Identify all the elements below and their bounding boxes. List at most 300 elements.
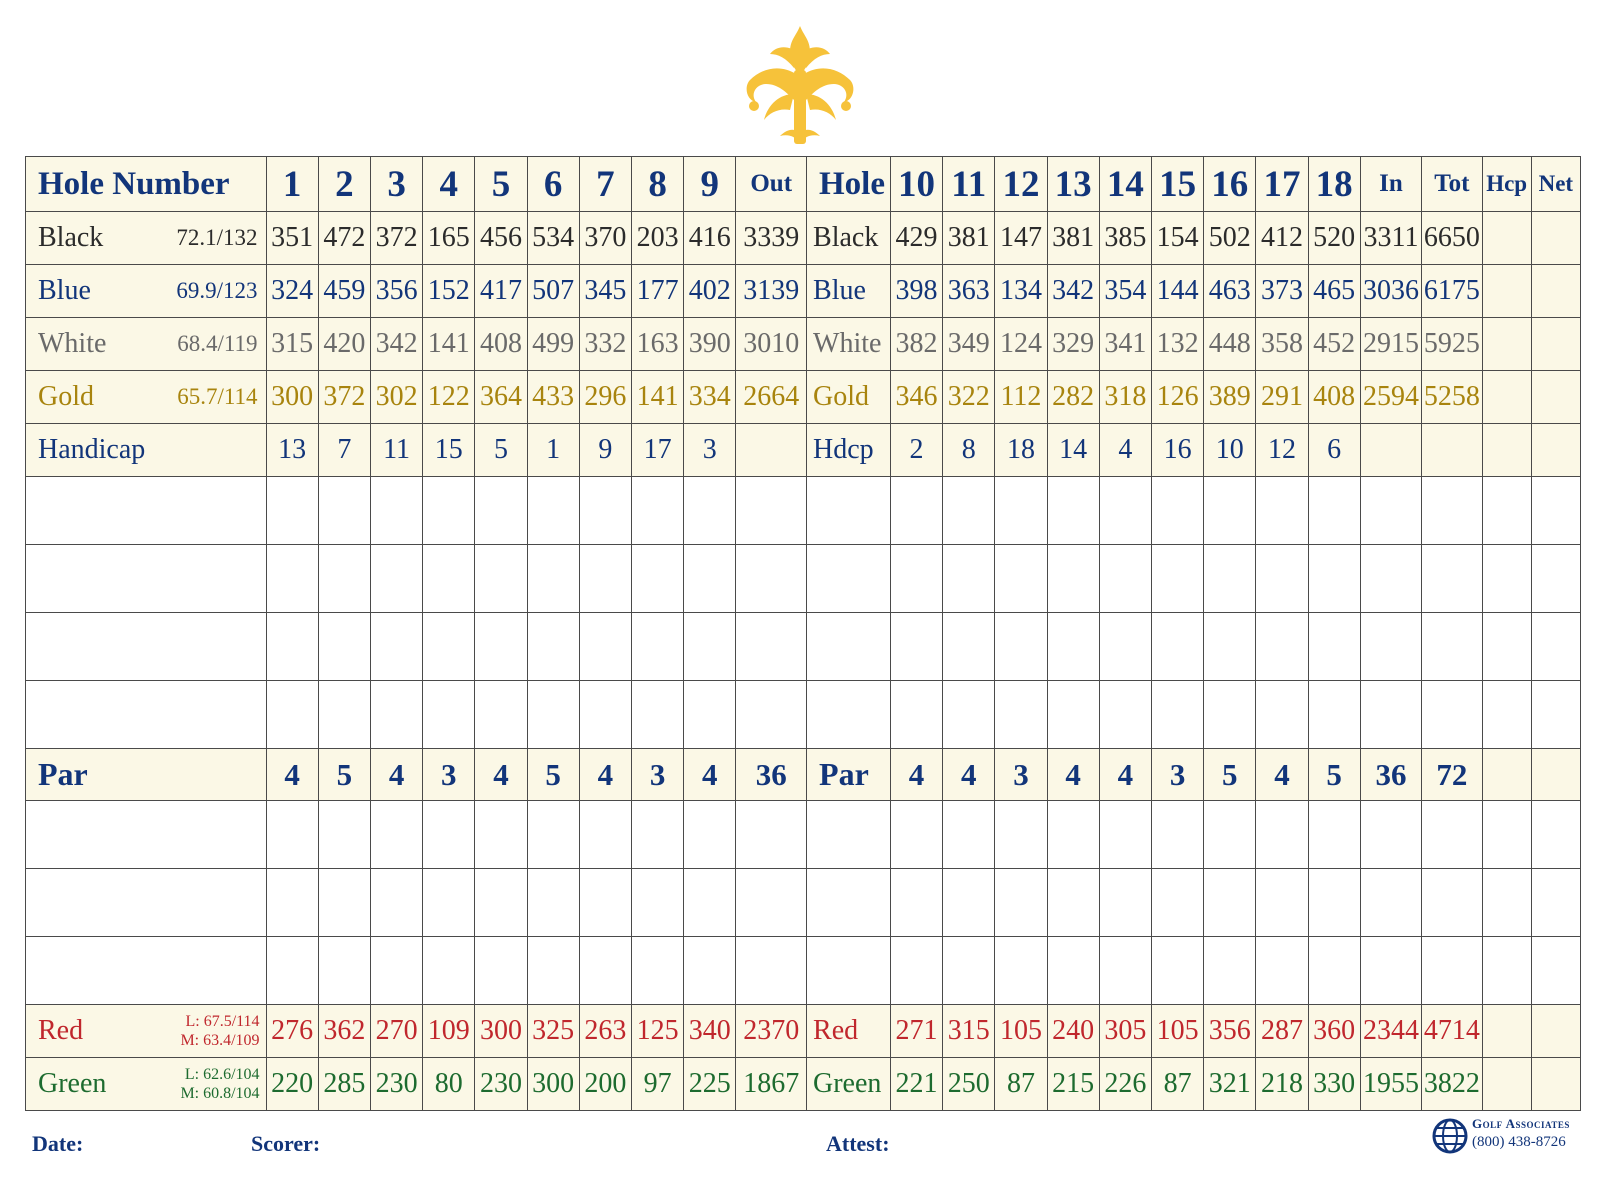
net-cell[interactable] [1531,1058,1580,1111]
score-cell[interactable] [631,937,683,1005]
in-score-cell[interactable] [1360,545,1421,613]
tee-row-gold [26,371,1581,424]
score-cell[interactable] [1204,613,1256,681]
yardage-cell: 354 [1099,265,1151,318]
score-cell[interactable] [318,869,370,937]
par-cell: 3 [1151,749,1203,801]
score-cell[interactable] [423,477,475,545]
hole-number-cell: 9 [684,157,736,212]
yardage-cell: 356 [370,265,422,318]
player-name-cell-back[interactable] [807,801,891,869]
out-total-cell: 2370 [736,1005,807,1058]
hcp-cell[interactable] [1482,545,1531,613]
score-cell[interactable] [1151,937,1203,1005]
in-total-cell: 1955 [1360,1058,1421,1111]
brand-phone: (800) 438-8726 [1472,1134,1566,1150]
tee-name-cell [26,265,267,318]
score-cell[interactable] [890,613,942,681]
score-cell[interactable] [423,613,475,681]
score-cell[interactable] [1204,681,1256,749]
date-label: Date: [32,1131,84,1156]
handicap-cell: 1 [527,424,579,477]
handicap-cell: 15 [423,424,475,477]
yardage-cell: 271 [890,1005,942,1058]
score-cell[interactable] [631,801,683,869]
score-cell[interactable] [266,937,318,1005]
score-cell[interactable] [943,937,995,1005]
player-name-cell-back[interactable] [807,613,891,681]
score-cell[interactable] [1256,681,1308,749]
handicap-cell: 12 [1256,424,1308,477]
yardage-cell: 215 [1047,1058,1099,1111]
tot-score-cell[interactable] [1422,937,1482,1005]
handicap-row [26,424,1581,477]
player-name-cell[interactable] [26,869,267,937]
hcp-cell[interactable] [1482,613,1531,681]
tot-cell: 6650 [1422,212,1482,265]
hole-number-cell: 13 [1047,157,1099,212]
score-cell[interactable] [475,801,527,869]
player-score-row [26,869,1581,937]
score-cell[interactable] [1256,801,1308,869]
player-name-cell-back[interactable] [807,681,891,749]
net-cell[interactable] [1531,613,1580,681]
score-cell[interactable] [995,801,1047,869]
net-label: Net [1531,157,1580,212]
player-score-row [26,477,1581,545]
tot-cell: 5925 [1422,318,1482,371]
tot-score-cell[interactable] [1422,801,1482,869]
hole-number-cell: 8 [631,157,683,212]
score-cell[interactable] [370,477,422,545]
tee-name: Green [38,1068,107,1099]
yardage-cell: 230 [475,1058,527,1111]
par-cell: 4 [370,749,422,801]
score-cell[interactable] [266,545,318,613]
tot-score-cell[interactable] [1422,681,1482,749]
score-cell[interactable] [1204,801,1256,869]
score-cell[interactable] [1099,937,1151,1005]
score-cell[interactable] [266,801,318,869]
score-cell[interactable] [1047,801,1099,869]
yardage-cell: 287 [1256,1005,1308,1058]
score-cell[interactable] [1256,613,1308,681]
handicap-cell: 3 [684,424,736,477]
yardage-cell: 433 [527,371,579,424]
score-cell[interactable] [423,937,475,1005]
yardage-cell: 147 [995,212,1047,265]
par-in-cell: 36 [1360,749,1421,801]
yardage-cell: 358 [1256,318,1308,371]
score-cell[interactable] [943,477,995,545]
player-name-cell-back[interactable] [807,937,891,1005]
tee-rating: 69.9/123 [176,278,258,303]
hcp-cell[interactable] [1482,318,1531,371]
header-row [26,157,1581,212]
player-score-row [26,545,1581,613]
hole-number-cell: 3 [370,157,422,212]
score-cell[interactable] [527,869,579,937]
out-score-cell[interactable] [736,545,807,613]
score-cell[interactable] [1151,681,1203,749]
yardage-cell: 356 [1204,1005,1256,1058]
net-cell[interactable] [1531,937,1580,1005]
score-cell[interactable] [1099,545,1151,613]
yardage-cell: 373 [1256,265,1308,318]
handicap-cell: 7 [318,424,370,477]
player-name-cell[interactable] [26,937,267,1005]
hole-number-cell: 11 [943,157,995,212]
yardage-cell: 363 [943,265,995,318]
yardage-cell: 305 [1099,1005,1151,1058]
net-cell[interactable] [1531,371,1580,424]
score-cell[interactable] [943,613,995,681]
out-score-cell[interactable] [736,477,807,545]
score-cell[interactable] [1099,613,1151,681]
empty-cell [1531,424,1580,477]
handicap-cell: 9 [579,424,631,477]
tee-rating: 72.1/132 [176,225,258,250]
score-cell[interactable] [1308,869,1360,937]
in-score-cell[interactable] [1360,801,1421,869]
score-cell[interactable] [1308,681,1360,749]
score-cell[interactable] [1204,545,1256,613]
score-cell[interactable] [684,681,736,749]
score-cell[interactable] [943,545,995,613]
tot-cell: 6175 [1422,265,1482,318]
tot-score-cell[interactable] [1422,613,1482,681]
score-cell[interactable] [370,801,422,869]
score-cell[interactable] [631,545,683,613]
hcp-cell[interactable] [1482,869,1531,937]
score-cell[interactable] [1256,477,1308,545]
score-cell[interactable] [1151,613,1203,681]
score-cell[interactable] [1047,869,1099,937]
score-cell[interactable] [1204,937,1256,1005]
score-cell[interactable] [890,937,942,1005]
score-cell[interactable] [1151,801,1203,869]
score-cell[interactable] [579,477,631,545]
score-cell[interactable] [684,545,736,613]
score-cell[interactable] [318,801,370,869]
score-cell[interactable] [890,477,942,545]
tot-score-cell[interactable] [1422,545,1482,613]
score-cell[interactable] [890,869,942,937]
score-cell[interactable] [423,869,475,937]
yardage-cell: 97 [631,1058,683,1111]
yardage-cell: 165 [423,212,475,265]
score-cell[interactable] [266,613,318,681]
score-cell[interactable] [579,801,631,869]
score-cell[interactable] [1204,477,1256,545]
yardage-cell: 87 [1151,1058,1203,1111]
yardage-cell: 362 [318,1005,370,1058]
yardage-cell: 276 [266,1005,318,1058]
score-cell[interactable] [475,869,527,937]
score-cell[interactable] [579,681,631,749]
score-cell[interactable] [943,681,995,749]
in-score-cell[interactable] [1360,613,1421,681]
score-cell[interactable] [475,477,527,545]
hole-number-cell: 16 [1204,157,1256,212]
yardage-cell: 332 [579,318,631,371]
score-cell[interactable] [475,545,527,613]
yardage-cell: 218 [1256,1058,1308,1111]
score-cell[interactable] [1256,545,1308,613]
tee-ratings [180,1012,259,1050]
score-cell[interactable] [684,801,736,869]
net-cell[interactable] [1531,265,1580,318]
score-cell[interactable] [527,477,579,545]
hcp-cell[interactable] [1482,477,1531,545]
handicap-cell: 13 [266,424,318,477]
score-cell[interactable] [890,681,942,749]
score-cell[interactable] [1256,869,1308,937]
score-cell[interactable] [579,869,631,937]
player-name-cell[interactable] [26,801,267,869]
score-cell[interactable] [423,801,475,869]
score-cell[interactable] [1308,613,1360,681]
net-cell[interactable] [1531,318,1580,371]
score-cell[interactable] [318,681,370,749]
hole-number-cell: 6 [527,157,579,212]
score-cell[interactable] [1099,477,1151,545]
tee-name-cell [26,1005,267,1058]
in-score-cell[interactable] [1360,477,1421,545]
yardage-cell: 225 [684,1058,736,1111]
scorer-label: Scorer: [251,1131,321,1156]
yardage-cell: 105 [995,1005,1047,1058]
tot-score-cell[interactable] [1422,477,1482,545]
net-cell[interactable] [1531,477,1580,545]
yardage-cell: 342 [1047,265,1099,318]
score-cell[interactable] [475,937,527,1005]
player-name-cell[interactable] [26,613,267,681]
par-cell: 4 [266,749,318,801]
net-cell[interactable] [1531,681,1580,749]
score-cell[interactable] [370,613,422,681]
score-cell[interactable] [1308,477,1360,545]
score-cell[interactable] [1099,801,1151,869]
score-cell[interactable] [995,477,1047,545]
yardage-cell: 389 [1204,371,1256,424]
yardage-cell: 381 [1047,212,1099,265]
score-cell[interactable] [890,545,942,613]
score-cell[interactable] [266,869,318,937]
yardage-cell: 132 [1151,318,1203,371]
player-name-cell[interactable] [26,545,267,613]
par-cell: 5 [1308,749,1360,801]
yardage-cell: 364 [475,371,527,424]
player-name-cell-back[interactable] [807,545,891,613]
yardage-cell: 300 [266,371,318,424]
handicap-cell: 8 [943,424,995,477]
tee-rating: 68.4/119 [177,331,258,356]
hcp-cell[interactable] [1482,801,1531,869]
score-cell[interactable] [1047,477,1099,545]
empty-cell [1360,424,1421,477]
player-name-cell[interactable] [26,681,267,749]
hole-number-cell: 12 [995,157,1047,212]
tee-rating-ladies: L: 67.5/114 [185,1013,260,1030]
score-cell[interactable] [423,545,475,613]
net-cell[interactable] [1531,1005,1580,1058]
score-cell[interactable] [631,869,683,937]
score-cell[interactable] [475,681,527,749]
score-cell[interactable] [370,681,422,749]
score-cell[interactable] [943,801,995,869]
score-cell[interactable] [943,869,995,937]
score-cell[interactable] [527,937,579,1005]
hcp-cell[interactable] [1482,265,1531,318]
score-cell[interactable] [318,613,370,681]
tee-row-green [26,1058,1581,1111]
hcp-cell[interactable] [1482,371,1531,424]
yardage-cell: 263 [579,1005,631,1058]
score-cell[interactable] [1151,477,1203,545]
handicap-cell: 18 [995,424,1047,477]
hcp-cell[interactable] [1482,1058,1531,1111]
score-cell[interactable] [995,545,1047,613]
yardage-cell: 125 [631,1005,683,1058]
yardage-cell: 381 [943,212,995,265]
score-cell[interactable] [995,613,1047,681]
score-cell[interactable] [631,613,683,681]
yardage-cell: 282 [1047,371,1099,424]
par-cell: 4 [475,749,527,801]
score-cell[interactable] [631,477,683,545]
score-cell[interactable] [1256,937,1308,1005]
yardage-cell: 300 [527,1058,579,1111]
score-cell[interactable] [684,477,736,545]
score-cell[interactable] [370,545,422,613]
hcp-cell[interactable] [1482,1005,1531,1058]
score-cell[interactable] [1204,869,1256,937]
score-cell[interactable] [579,545,631,613]
score-cell[interactable] [684,869,736,937]
score-cell[interactable] [1047,545,1099,613]
score-cell[interactable] [318,937,370,1005]
brand-name: Golf Associates [1472,1116,1570,1131]
yardage-cell: 329 [1047,318,1099,371]
score-cell[interactable] [1308,801,1360,869]
out-score-cell[interactable] [736,937,807,1005]
par-cell: 4 [943,749,995,801]
tee-rating-men: M: 63.4/109 [180,1032,260,1049]
par-cell: 4 [1099,749,1151,801]
score-cell[interactable] [1151,869,1203,937]
score-cell[interactable] [1047,937,1099,1005]
hcp-cell[interactable] [1482,681,1531,749]
hole-number-cell: 5 [475,157,527,212]
score-cell[interactable] [266,681,318,749]
score-cell[interactable] [684,613,736,681]
in-label: In [1360,157,1421,212]
score-cell[interactable] [890,801,942,869]
score-cell[interactable] [370,937,422,1005]
player-name-cell[interactable] [26,477,267,545]
yardage-cell: 459 [318,265,370,318]
hcp-cell[interactable] [1482,212,1531,265]
score-cell[interactable] [995,681,1047,749]
score-cell[interactable] [1047,613,1099,681]
yardage-cell: 417 [475,265,527,318]
tee-name: Gold [38,381,94,412]
yardage-cell: 412 [1256,212,1308,265]
score-cell[interactable] [1047,681,1099,749]
tot-cell: 5258 [1422,371,1482,424]
score-cell[interactable] [1308,937,1360,1005]
score-cell[interactable] [1151,545,1203,613]
score-cell[interactable] [318,545,370,613]
handicap-cell: 11 [370,424,422,477]
score-cell[interactable] [527,613,579,681]
handicap-cell: 17 [631,424,683,477]
net-cell[interactable] [1531,212,1580,265]
score-cell[interactable] [370,869,422,937]
score-cell[interactable] [423,681,475,749]
out-total-cell: 2664 [736,371,807,424]
score-cell[interactable] [1099,869,1151,937]
in-score-cell[interactable] [1360,681,1421,749]
tot-score-cell[interactable] [1422,869,1482,937]
in-score-cell[interactable] [1360,869,1421,937]
out-score-cell[interactable] [736,613,807,681]
in-score-cell[interactable] [1360,937,1421,1005]
out-score-cell[interactable] [736,801,807,869]
tee-row-white [26,318,1581,371]
score-cell[interactable] [579,937,631,1005]
yardage-cell: 285 [318,1058,370,1111]
score-cell[interactable] [318,477,370,545]
player-name-cell-back[interactable] [807,477,891,545]
score-cell[interactable] [684,937,736,1005]
score-cell[interactable] [579,613,631,681]
score-cell[interactable] [475,613,527,681]
out-score-cell[interactable] [736,869,807,937]
score-cell[interactable] [631,681,683,749]
handicap-label: Handicap [26,424,267,477]
net-cell[interactable] [1531,801,1580,869]
hdcp-label: Hdcp [807,424,891,477]
hole-number-cell: 14 [1099,157,1151,212]
yardage-cell: 372 [370,212,422,265]
score-cell[interactable] [266,477,318,545]
yardage-cell: 372 [318,371,370,424]
yardage-cell: 398 [890,265,942,318]
score-cell[interactable] [527,681,579,749]
score-cell[interactable] [1099,681,1151,749]
score-cell[interactable] [995,869,1047,937]
hole-number-cell: 18 [1308,157,1360,212]
tee-name-back: Blue [807,265,891,318]
score-cell[interactable] [527,545,579,613]
tee-name: White [38,328,107,359]
out-score-cell[interactable] [736,681,807,749]
net-cell[interactable] [1531,869,1580,937]
player-name-cell-back[interactable] [807,869,891,937]
yardage-cell: 345 [579,265,631,318]
yardage-cell: 325 [527,1005,579,1058]
yardage-cell: 390 [684,318,736,371]
score-cell[interactable] [527,801,579,869]
score-cell[interactable] [1308,545,1360,613]
score-cell[interactable] [995,937,1047,1005]
tee-row-red [26,1005,1581,1058]
hcp-cell[interactable] [1482,937,1531,1005]
net-cell[interactable] [1531,545,1580,613]
par-tot-cell: 72 [1422,749,1482,801]
